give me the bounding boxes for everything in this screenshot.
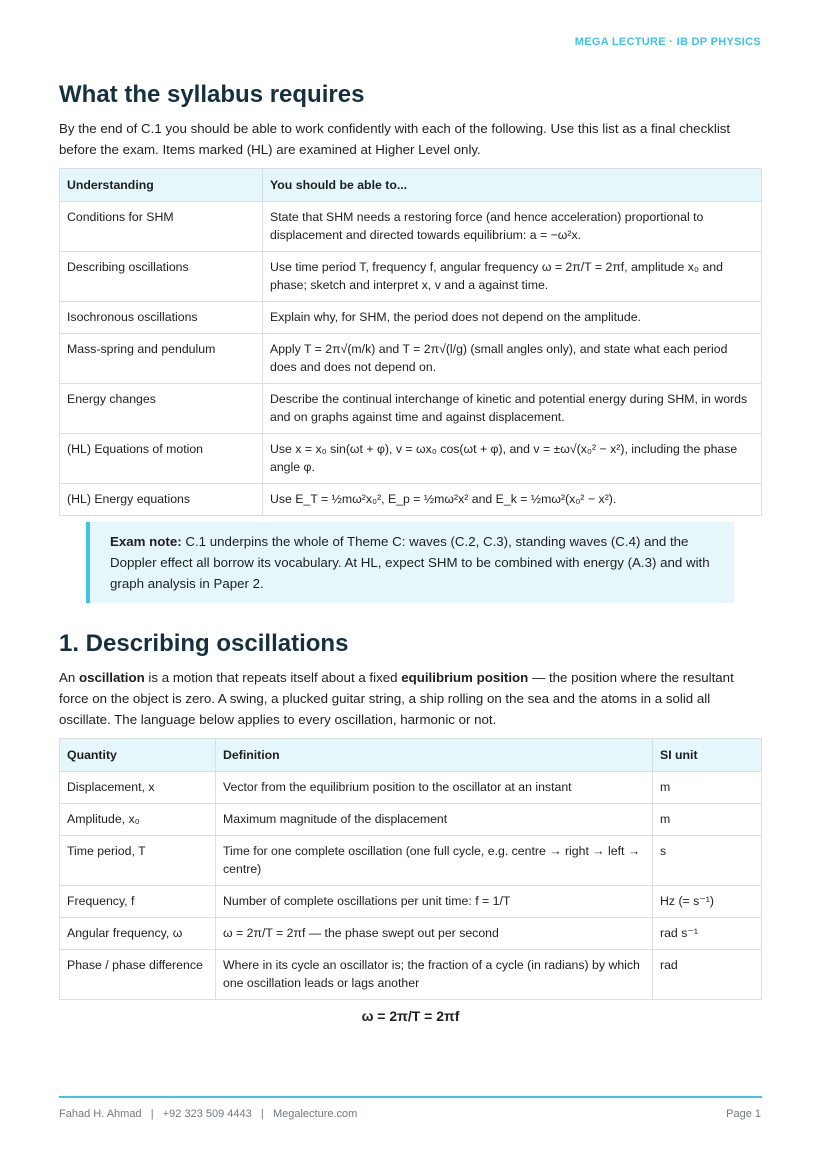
unit-cell: m	[653, 804, 762, 836]
column-header: SI unit	[653, 739, 762, 772]
quantity-cell: Frequency, f	[60, 886, 216, 918]
definition-cell: Time for one complete oscillation (one full cycle, e.g. centre → right → left → centre)	[216, 836, 653, 886]
exam-note-text: C.1 underpins the whole of Theme C: waves (C.2, C.3), standing waves (C.4) and the Doppler effect all borrow its vocabulary. At HL, expect SHM to be combined with energy (A.3) and with graph analysis in Paper 2.	[110, 534, 710, 591]
page-content	[59, 80, 762, 1024]
column-header: Definition	[216, 739, 653, 772]
unit-cell: s	[653, 836, 762, 886]
definition-cell: Maximum magnitude of the displacement	[216, 804, 653, 836]
oscillations-intro: An oscillation is a motion that repeats itself about a fixed equilibrium position — the position where the resultant force on the object is zero. A swing, a plucked guitar string, a ship rolling on the sea and the atoms in a solid all oscillate. The language below applies to every oscillation, harmonic or not.	[59, 670, 734, 727]
requirement-cell: Use time period T, frequency f, angular frequency ω = 2π/T = 2πf, amplitude x₀ and phase; sketch and interpret x, v and a against time.	[263, 252, 762, 302]
quantity-cell: Amplitude, x₀	[60, 804, 216, 836]
header-brand: MEGA LECTURE · IB DP PHYSICS	[574, 36, 761, 48]
unit-cell: m	[653, 772, 762, 804]
understanding-cell: Conditions for SHM	[60, 202, 263, 252]
table-header-row	[60, 739, 762, 772]
table-row	[60, 252, 762, 302]
definition-cell: Number of complete oscillations per unit time: f = 1/T	[216, 886, 653, 918]
quantity-cell: Time period, T	[60, 836, 216, 886]
requirement-cell: Use E_T = ½mω²x₀², E_p = ½mω²x² and E_k = ½mω²(x₀² − x²).	[263, 484, 762, 516]
footer-divider	[59, 1096, 762, 1098]
quantity-cell: Angular frequency, ω	[60, 918, 216, 950]
column-header: Understanding	[60, 169, 263, 202]
syllabus-intro: By the end of C.1 you should be able to work confidently with each of the following. Use this list as a final checklist before the exam. Items marked (HL) are examined at Higher Level only.	[59, 121, 731, 157]
understanding-cell: Describing oscillations	[60, 252, 263, 302]
syllabus-table	[59, 168, 762, 516]
angular-frequency-formula: ω = 2π/T = 2πf	[361, 1008, 460, 1024]
table-row	[60, 434, 762, 484]
understanding-cell: (HL) Energy equations	[60, 484, 263, 516]
footer-contact: Fahad H. Ahmad | +92 323 509 4443 | Megalecture.com	[59, 1108, 358, 1120]
requirement-cell: Apply T = 2π√(m/k) and T = 2π√(l/g) (small angles only), and state what each period does and does not depend on.	[263, 334, 762, 384]
section-title-syllabus: What the syllabus requires	[59, 81, 365, 108]
understanding-cell: Mass-spring and pendulum	[60, 334, 263, 384]
table-row	[60, 772, 762, 804]
understanding-cell: Energy changes	[60, 384, 263, 434]
table-row	[60, 950, 762, 1000]
table-row	[60, 918, 762, 950]
table-row	[60, 886, 762, 918]
table-row	[60, 484, 762, 516]
section-title-oscillations: 1. Describing oscillations	[59, 630, 349, 657]
exam-note-label: Exam note:	[110, 534, 182, 549]
table-row	[60, 384, 762, 434]
table-header-row	[60, 169, 762, 202]
unit-cell: rad	[653, 950, 762, 1000]
quantity-cell: Phase / phase difference	[60, 950, 216, 1000]
table-row	[60, 334, 762, 384]
quantities-table	[59, 738, 762, 1000]
requirement-cell: State that SHM needs a restoring force (and hence acceleration) proportional to displacement and directed towards equilibrium: a = −ω²x.	[263, 202, 762, 252]
table-row	[60, 804, 762, 836]
requirement-cell: Explain why, for SHM, the period does not depend on the amplitude.	[263, 302, 762, 334]
requirement-cell: Describe the continual interchange of kinetic and potential energy during SHM, in words and on graphs against time and against displacement.	[263, 384, 762, 434]
column-header: You should be able to...	[263, 169, 762, 202]
footer-page-number: Page 1	[726, 1108, 761, 1120]
understanding-cell: Isochronous oscillations	[60, 302, 263, 334]
definition-cell: Vector from the equilibrium position to the oscillator at an instant	[216, 772, 653, 804]
understanding-cell: (HL) Equations of motion	[60, 434, 263, 484]
quantity-cell: Displacement, x	[60, 772, 216, 804]
definition-cell: ω = 2π/T = 2πf — the phase swept out per second	[216, 918, 653, 950]
unit-cell: rad s⁻¹	[653, 918, 762, 950]
table-row	[60, 202, 762, 252]
requirement-cell: Use x = x₀ sin(ωt + φ), v = ωx₀ cos(ωt + φ), and v = ±ω√(x₀² − x²), including the phase angle φ.	[263, 434, 762, 484]
definition-cell: Where in its cycle an oscillator is; the fraction of a cycle (in radians) by which one oscillation leads or lags another	[216, 950, 653, 1000]
unit-cell: Hz (= s⁻¹)	[653, 886, 762, 918]
column-header: Quantity	[60, 739, 216, 772]
table-row	[60, 302, 762, 334]
exam-note-callout	[86, 522, 734, 603]
table-row	[60, 836, 762, 886]
